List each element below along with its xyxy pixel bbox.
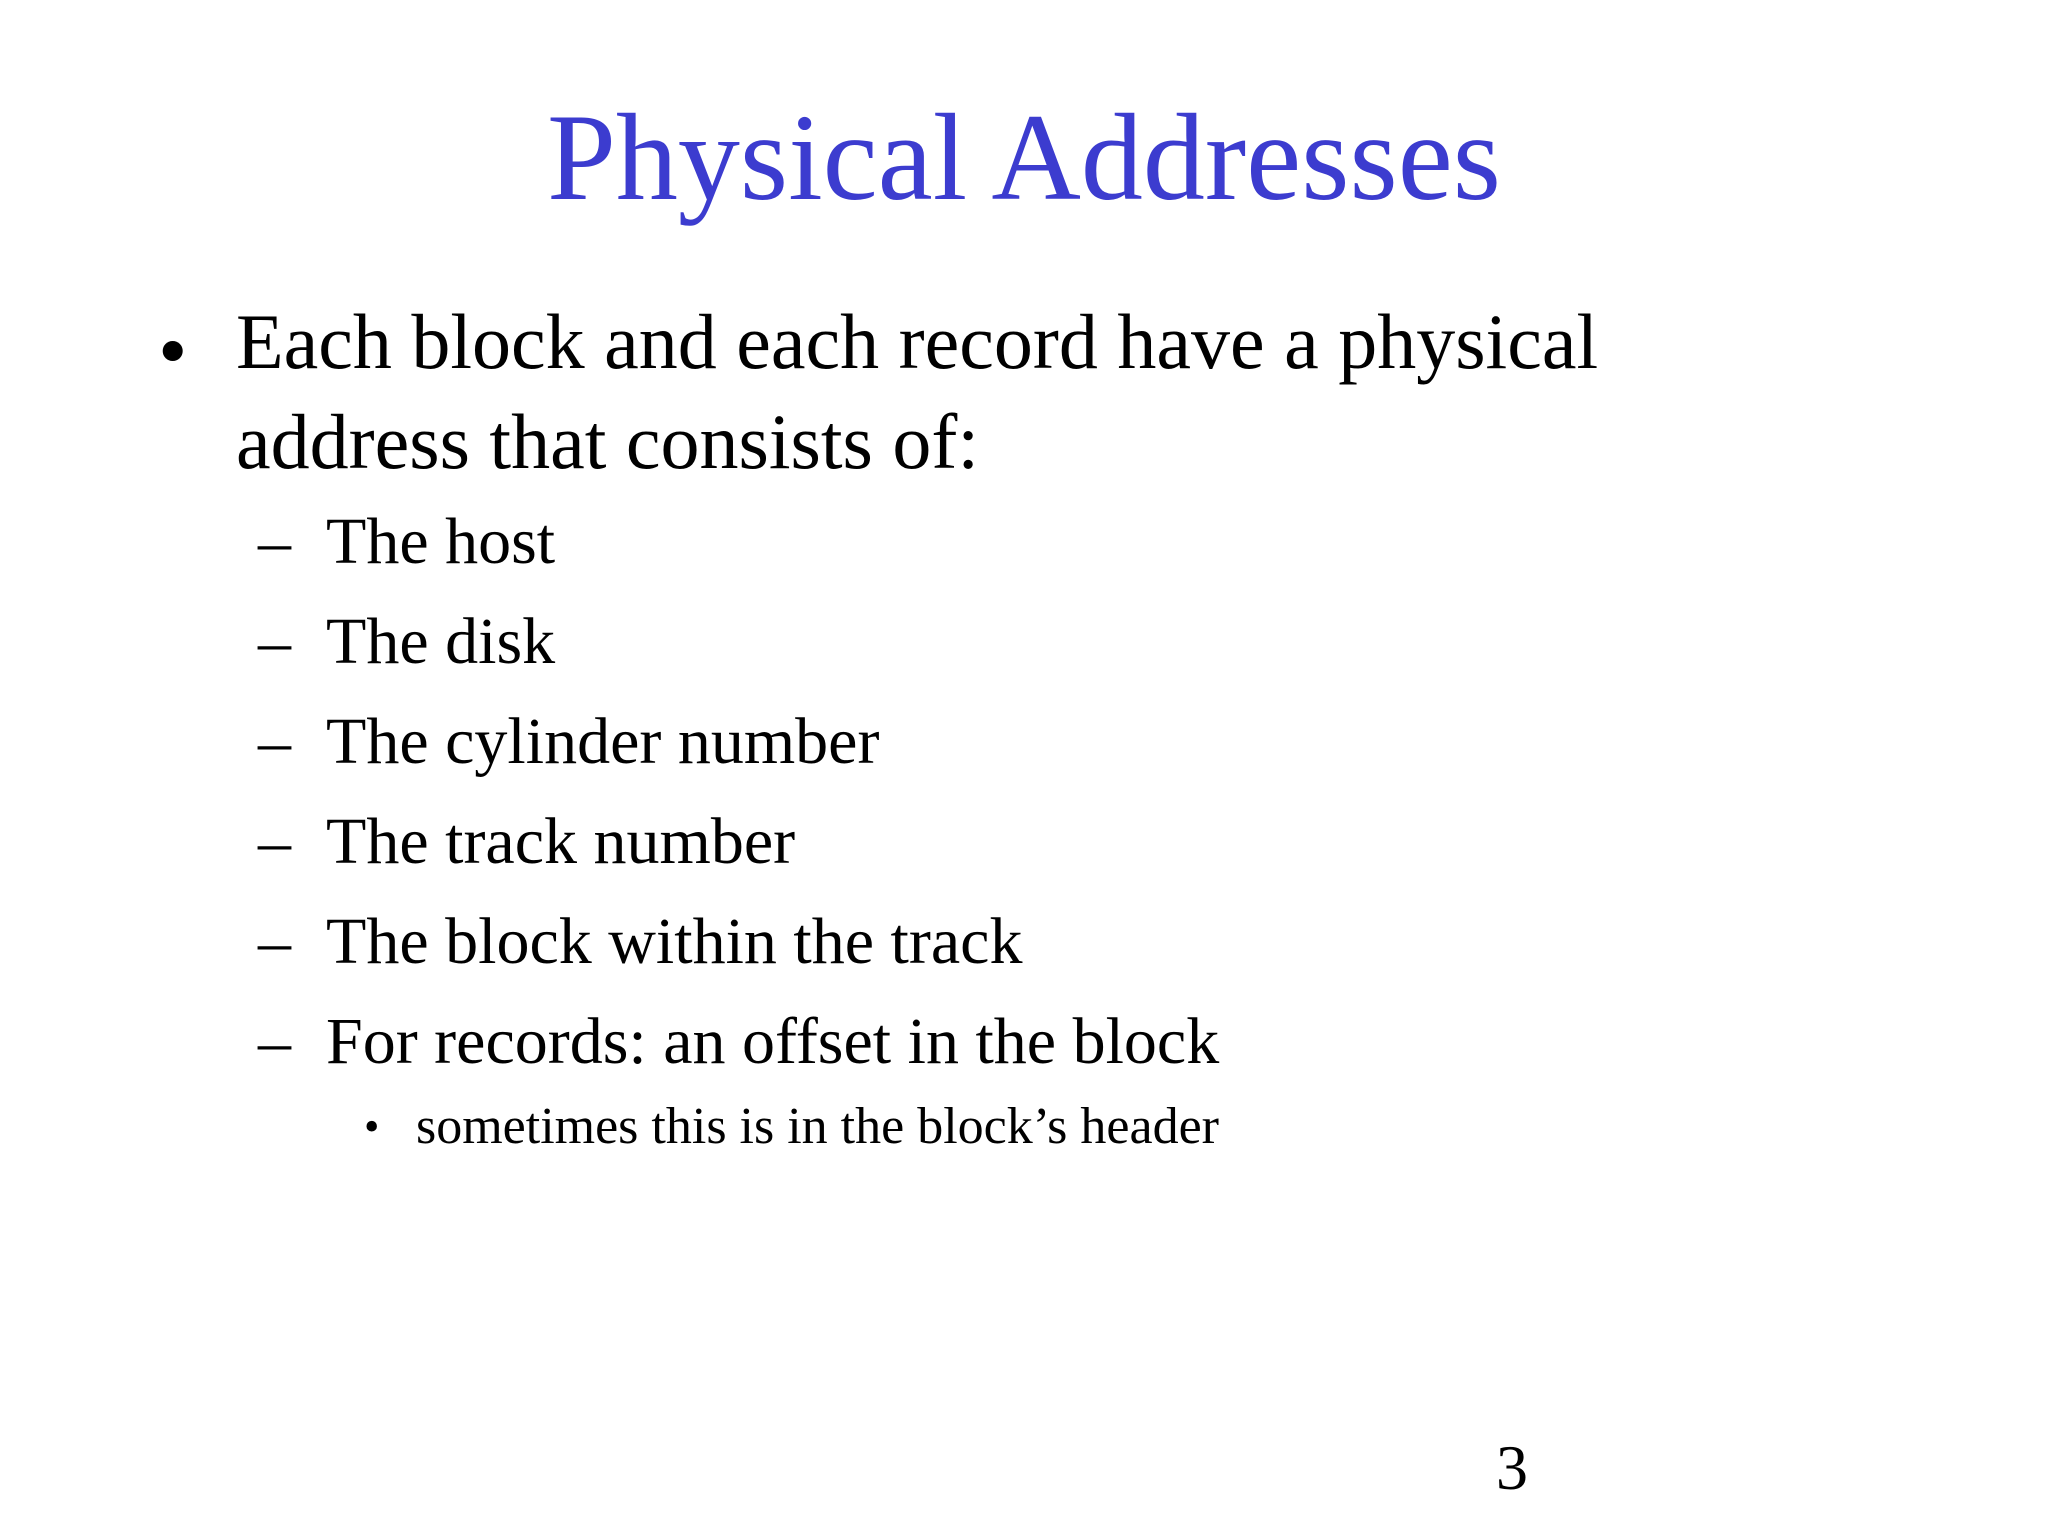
dash-marker: – [258, 905, 291, 978]
main-bullet-text: Each block and each record have a physical address that consists of: [236, 298, 1599, 485]
bullet-marker: • [158, 305, 188, 398]
sub-point-text: The cylinder number [326, 705, 880, 778]
sub-point-text: For records: an offset in the block [326, 1005, 1220, 1078]
page-number: 3 [1496, 1432, 1528, 1503]
sub-point-text: The track number [326, 805, 796, 878]
dash-marker: – [258, 505, 291, 578]
dash-marker: – [258, 605, 291, 678]
sub-point-cylinder [258, 702, 879, 782]
sub-point-text: The host [326, 505, 556, 578]
sub-point-block [258, 902, 1022, 982]
dash-marker: – [258, 805, 291, 878]
sub-point-offset [258, 1002, 1219, 1082]
dash-marker: – [258, 1005, 291, 1078]
sub-point-disk [258, 602, 555, 682]
sub-point-track [258, 802, 795, 882]
small-bullet-marker: • [364, 1102, 380, 1151]
sub-sub-point [364, 1092, 1219, 1162]
sub-point-text: The block within the track [326, 905, 1023, 978]
sub-point-host [258, 502, 555, 582]
dash-marker: – [258, 705, 291, 778]
sub-point-text: The disk [326, 605, 556, 678]
sub-sub-point-text: sometimes this is in the block’s header [416, 1098, 1219, 1155]
slide-title: Physical Addresses [546, 89, 1502, 226]
